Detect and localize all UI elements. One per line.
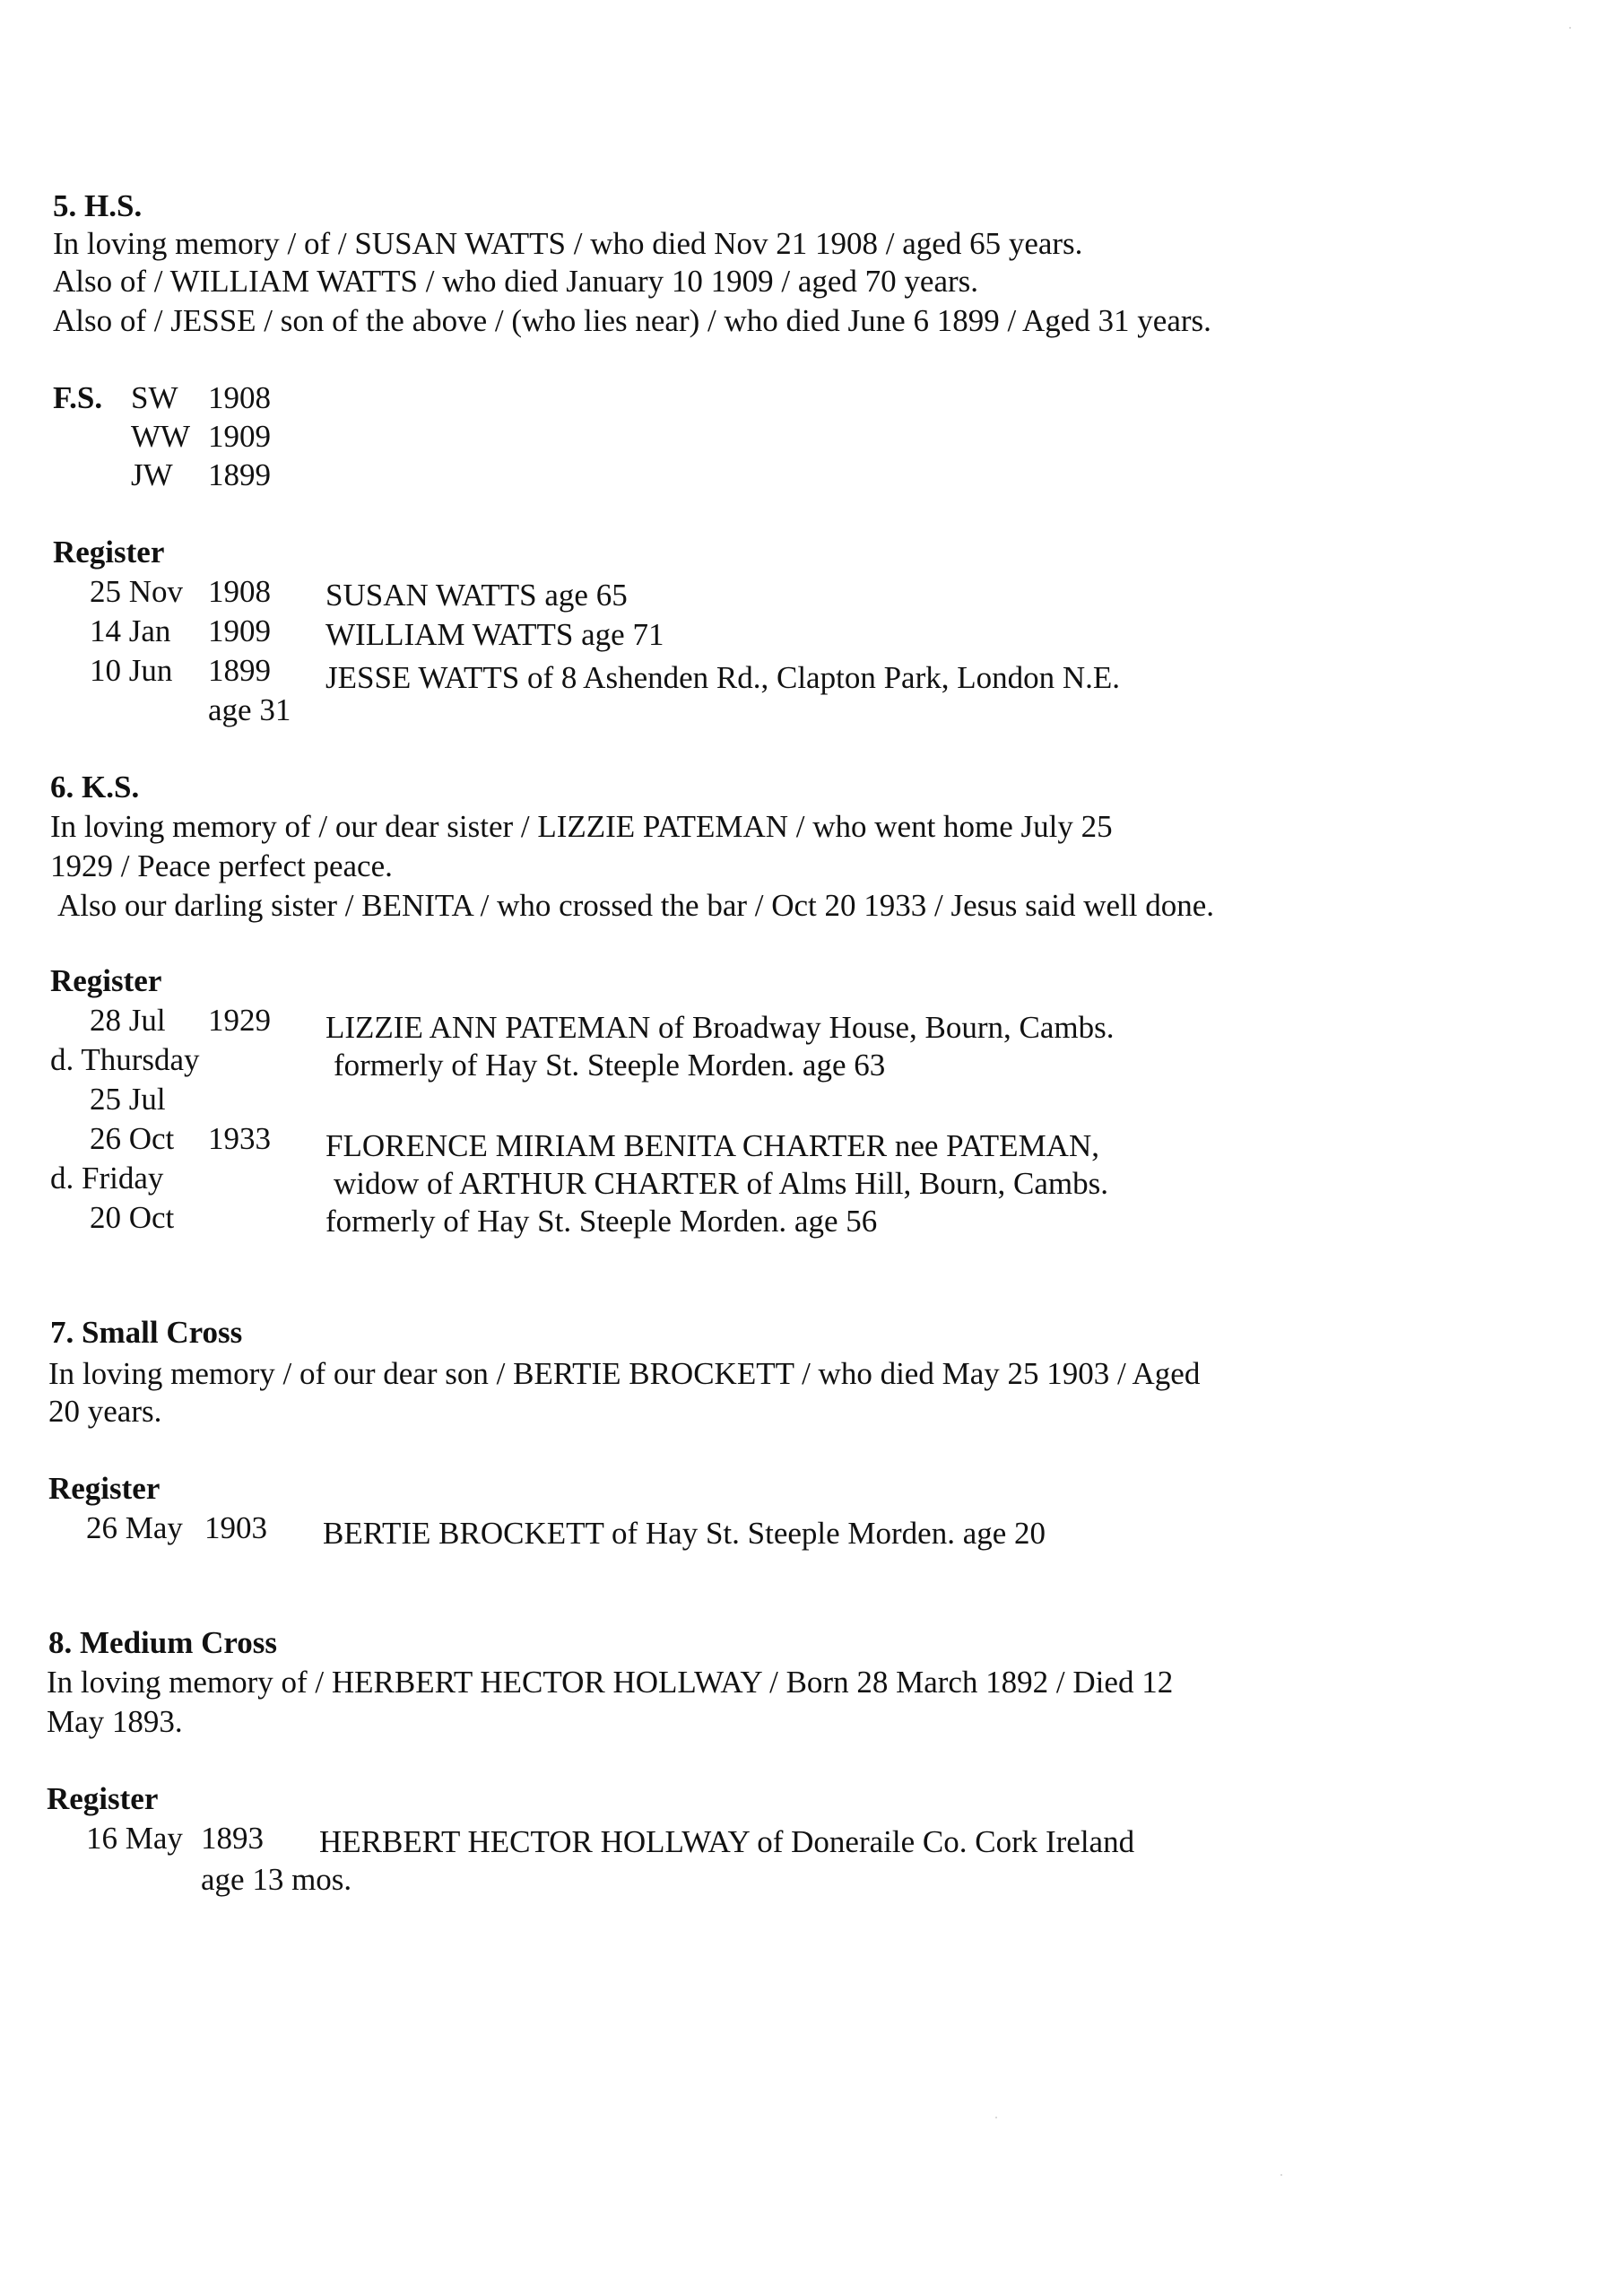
entry-5-register-date-1: 25 Nov <box>90 574 184 609</box>
entry-8-register-text-1: HERBERT HECTOR HOLLWAY of Doneraile Co. Cork Ireland <box>319 1824 1135 1859</box>
scan-speck <box>1569 27 1571 29</box>
entry-7-inscription-line-2: 20 years. <box>48 1394 162 1429</box>
entry-5-register-year-3: 1899 <box>208 653 271 688</box>
entry-5-register-text-1: SUSAN WATTS age 65 <box>325 578 628 613</box>
entry-8-register-label: Register <box>47 1781 159 1816</box>
entry-8-register-year-1: 1893 <box>201 1821 264 1856</box>
entry-6-inscription-line-1: In loving memory of / our dear sister / LIZZIE PATEMAN / who went home July 25 <box>50 809 1113 844</box>
entry-6-register-text-4: FLORENCE MIRIAM BENITA CHARTER nee PATEMAN, <box>325 1128 1099 1163</box>
entry-5-inscription-line-2: Also of / WILLIAM WATTS / who died January 10 1909 / aged 70 years. <box>53 264 979 299</box>
scan-speck <box>1280 2174 1282 2176</box>
entry-6-register-date-1: 28 Jul <box>90 1003 166 1038</box>
entry-5-fs-year-2: 1909 <box>208 419 271 454</box>
entry-6-register-date-2: d. Thursday <box>50 1042 200 1077</box>
entry-6-inscription-line-2: 1929 / Peace perfect peace. <box>50 848 393 883</box>
entry-5-register-text-3: JESSE WATTS of 8 Ashenden Rd., Clapton Park, London N.E. <box>325 660 1121 695</box>
entry-6-register-text-5: widow of ARTHUR CHARTER of Alms Hill, Bourn, Cambs. <box>334 1166 1109 1201</box>
entry-6-register-date-6: 20 Oct <box>90 1200 175 1235</box>
entry-6-register-date-5: d. Friday <box>50 1161 164 1196</box>
entry-5-register-label: Register <box>53 535 165 570</box>
entry-6-register-text-6: formerly of Hay St. Steeple Morden. age 56 <box>325 1204 878 1239</box>
entry-5-inscription-line-1: In loving memory / of / SUSAN WATTS / who died Nov 21 1908 / aged 65 years. <box>53 226 1083 261</box>
entry-7-inscription-line-1: In loving memory / of our dear son / BERTIE BROCKETT / who died May 25 1903 / Aged <box>48 1356 1201 1391</box>
entry-5-fs-label: F.S. <box>53 380 103 415</box>
entry-8-heading: 8. Medium Cross <box>48 1625 278 1660</box>
entry-5-inscription-line-3: Also of / JESSE / son of the above / (who lies near) / who died June 6 1899 / Aged 31 years. <box>53 303 1211 338</box>
entry-5-register-date-2: 14 Jan <box>90 613 171 648</box>
entry-6-register-year-1: 1929 <box>208 1003 271 1038</box>
entry-5-fs-initials-3: JW <box>131 457 173 492</box>
entry-6-inscription-line-3: Also our darling sister / BENITA / who crossed the bar / Oct 20 1933 / Jesus said well done. <box>57 888 1215 923</box>
entry-6-register-year-4: 1933 <box>208 1121 271 1156</box>
entry-5-register-year-1: 1908 <box>208 574 271 609</box>
entry-7-register-year-1: 1903 <box>204 1510 267 1545</box>
entry-5-fs-year-1: 1908 <box>208 380 271 415</box>
entry-5-fs-initials-2: WW <box>131 419 191 454</box>
entry-7-register-label: Register <box>48 1471 161 1506</box>
entry-6-register-text-1: LIZZIE ANN PATEMAN of Broadway House, Bourn, Cambs. <box>325 1010 1115 1045</box>
entry-8-register-date-1: 16 May <box>86 1821 183 1856</box>
entry-6-register-date-3: 25 Jul <box>90 1082 166 1117</box>
entry-5-fs-initials-1: SW <box>131 380 178 415</box>
entry-7-heading: 7. Small Cross <box>50 1315 243 1350</box>
entry-7-register-text-1: BERTIE BROCKETT of Hay St. Steeple Morden. age 20 <box>323 1516 1046 1551</box>
entry-8-inscription-line-1: In loving memory of / HERBERT HECTOR HOLLWAY / Born 28 March 1892 / Died 12 <box>47 1665 1174 1700</box>
entry-8-inscription-line-2: May 1893. <box>47 1704 183 1739</box>
entry-6-register-text-2: formerly of Hay St. Steeple Morden. age 63 <box>334 1048 886 1083</box>
entry-6-register-label: Register <box>50 963 162 998</box>
entry-5-register-text-2: WILLIAM WATTS age 71 <box>325 617 664 652</box>
scan-speck <box>995 2117 997 2118</box>
entry-6-register-date-4: 26 Oct <box>90 1121 175 1156</box>
entry-7-register-date-1: 26 May <box>86 1510 183 1545</box>
entry-5-register-date-3: 10 Jun <box>90 653 173 688</box>
entry-5-fs-year-3: 1899 <box>208 457 271 492</box>
entry-6-heading: 6. K.S. <box>50 770 140 804</box>
entry-5-register-extra: age 31 <box>208 692 291 727</box>
entry-8-register-extra: age 13 mos. <box>201 1862 352 1897</box>
entry-5-register-year-2: 1909 <box>208 613 271 648</box>
entry-5-heading: 5. H.S. <box>53 188 143 223</box>
